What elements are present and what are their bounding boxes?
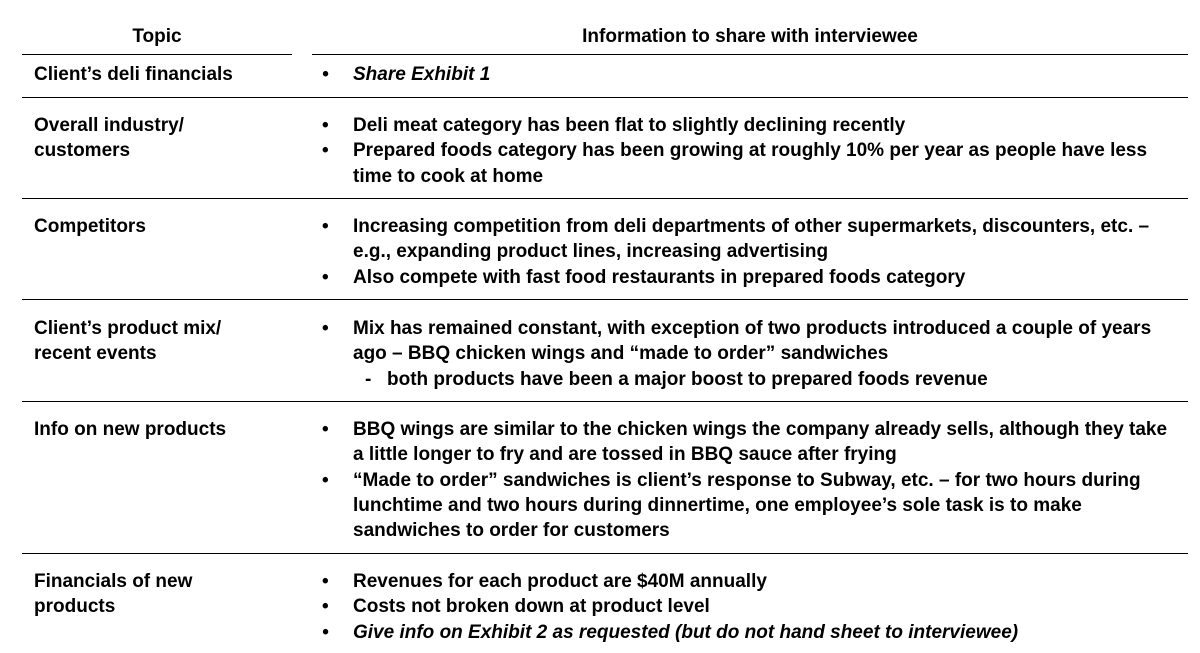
bullet-text: Costs not broken down at product level (353, 596, 710, 618)
bullet-dot: • (322, 266, 329, 288)
topic-line: Financials of new (34, 571, 193, 592)
topic-line: products (34, 596, 116, 617)
bullet-text: Mix has remained constant, with exception of two products introduced a couple of years ago – BBQ chicken wings and “made to order” sandwiches (353, 318, 1152, 365)
bullet-item (322, 113, 1182, 138)
topic-line: Overall industry/ (34, 115, 184, 136)
topic-industry-customers (34, 113, 304, 163)
topic-deli-financials (34, 62, 304, 87)
bullet-dot: • (322, 216, 329, 237)
bullet-dot: • (322, 621, 329, 643)
bullet-item (322, 214, 1182, 265)
bullet-text: Prepared foods category has been growing at roughly 10% per year as people have less time to cook at home (353, 140, 1148, 187)
bullet-text: Increasing competition from deli departments of other supermarkets, discounters, etc. – e.g., expanding product lines, increasing advertising (353, 216, 1150, 263)
info-deli-financials (322, 62, 1182, 87)
header-info: Information to share with interviewee (582, 26, 918, 47)
bullet-dot: • (322, 64, 329, 85)
bullet-text: Also compete with fast food restaurants in prepared foods category (353, 266, 966, 288)
topic-competitors (34, 214, 304, 239)
bullet-text: “Made to order” sandwiches is client’s response to Subway, etc. – for two hours during lunchtime and two hours during dinnertime, one employee’s sole task is to make sandwiches to order for customers (353, 469, 1141, 542)
topic-line: customers (34, 140, 131, 161)
info-industry-customers (322, 113, 1182, 189)
topic-product-mix (34, 316, 304, 366)
row-divider (22, 299, 1188, 300)
bullet-text: Deli meat category has been flat to slightly declining recently (353, 115, 906, 136)
bullet-dot: • (322, 140, 329, 162)
topic-line: Info on new products (34, 419, 227, 440)
bullet-item (322, 316, 1182, 367)
sub-bullet-item (322, 367, 1182, 392)
bullet-text: both products have been a major boost to prepared foods revenue (387, 368, 988, 390)
bullet-text: Share Exhibit 1 (353, 64, 491, 85)
bullet-item (322, 468, 1182, 544)
bullet-item (322, 569, 1182, 594)
topic-line: Competitors (34, 216, 146, 237)
bullet-dot: • (322, 596, 329, 618)
row-divider (22, 401, 1188, 402)
header-divider-info (312, 54, 1188, 55)
bullet-item (322, 417, 1182, 468)
info-new-products (322, 417, 1182, 543)
bullet-item (322, 620, 1182, 645)
bullet-dot: • (322, 115, 329, 136)
bullet-text: BBQ wings are similar to the chicken wings the company already sells, although they take a little longer to fry and are tossed in BBQ sauce after frying (353, 419, 1168, 466)
info-new-products-financials (322, 569, 1182, 645)
bullet-text: Give info on Exhibit 2 as requested (but do not hand sheet to interviewee) (353, 621, 1019, 643)
bullet-dot: • (322, 571, 329, 592)
topic-new-products-financials (34, 569, 304, 619)
bullet-item (322, 594, 1182, 619)
topic-line: recent events (34, 343, 157, 364)
header-divider-topic (22, 54, 292, 55)
dash-marker: - (365, 368, 372, 390)
bullet-dot: • (322, 419, 329, 440)
topic-line: Client’s deli financials (34, 64, 233, 85)
bullet-item (322, 265, 1182, 290)
bullet-dot: • (322, 318, 329, 339)
topic-line: Client’s product mix/ (34, 318, 222, 339)
bullet-item (322, 62, 1182, 87)
topic-new-products-info (34, 417, 304, 442)
info-product-mix (322, 316, 1182, 392)
bullet-item (322, 138, 1182, 189)
row-divider (22, 97, 1188, 98)
bullet-dot: • (322, 469, 329, 491)
row-divider (22, 198, 1188, 199)
row-divider (22, 553, 1188, 554)
info-competitors (322, 214, 1182, 290)
header-topic: Topic (132, 26, 182, 47)
bullet-text: Revenues for each product are $40M annually (353, 571, 767, 592)
